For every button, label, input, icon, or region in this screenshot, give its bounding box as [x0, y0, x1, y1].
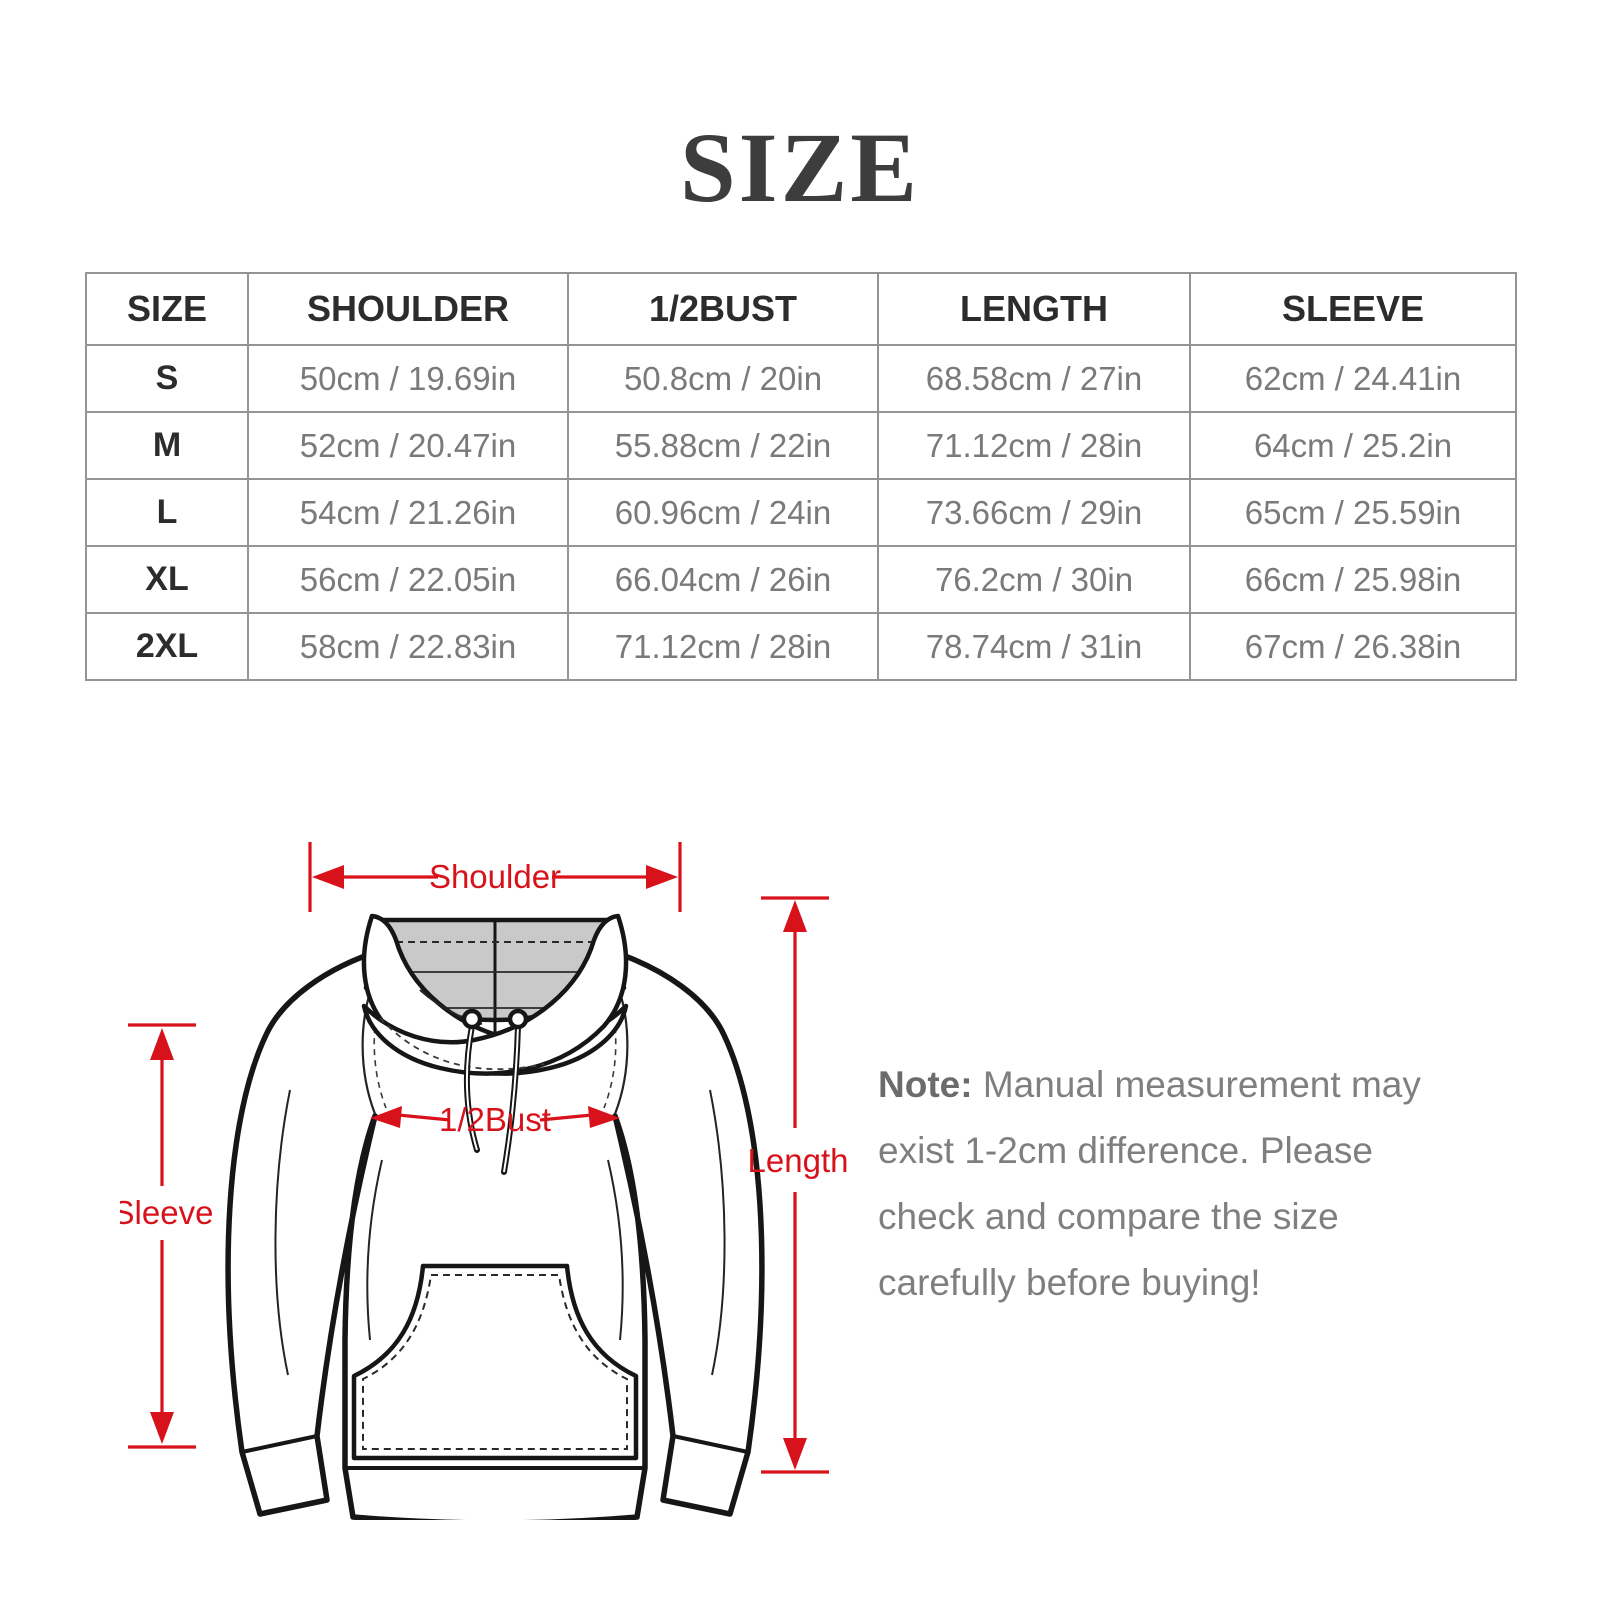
eyelet-right: [510, 1011, 526, 1027]
eyelet-left: [464, 1011, 480, 1027]
bust-value: 55.88cm / 22in: [568, 412, 878, 479]
shoulder-value: 54cm / 21.26in: [248, 479, 568, 546]
sleeve-value: 64cm / 25.2in: [1190, 412, 1516, 479]
length-value: 76.2cm / 30in: [878, 546, 1190, 613]
table-header-row: [86, 273, 1516, 345]
size-value: XL: [86, 546, 248, 613]
sleeve-arrow-label: Sleeve: [120, 1194, 214, 1231]
column-header-size: SIZE: [86, 273, 248, 345]
length-arrow: [761, 898, 829, 1472]
shoulder-value: 56cm / 22.05in: [248, 546, 568, 613]
size-value: L: [86, 479, 248, 546]
sleeve-value: 67cm / 26.38in: [1190, 613, 1516, 680]
column-header-length: LENGTH: [878, 273, 1190, 345]
bust-value: 66.04cm / 26in: [568, 546, 878, 613]
size-value: 2XL: [86, 613, 248, 680]
length-arrow-label: Length: [747, 1142, 849, 1179]
table-row: [86, 345, 1516, 412]
length-value: 73.66cm / 29in: [878, 479, 1190, 546]
shoulder-value: 50cm / 19.69in: [248, 345, 568, 412]
measurement-diagram: [120, 820, 880, 1520]
shoulder-value: 58cm / 22.83in: [248, 613, 568, 680]
column-header-shoulder: SHOULDER: [248, 273, 568, 345]
length-value: 71.12cm / 28in: [878, 412, 1190, 479]
sleeve-value: 62cm / 24.41in: [1190, 345, 1516, 412]
sleeve-arrow: [128, 1025, 196, 1447]
table-row: [86, 546, 1516, 613]
column-header-sleeve: SLEEVE: [1190, 273, 1516, 345]
column-header-bust: 1/2BUST: [568, 273, 878, 345]
sleeve-value: 66cm / 25.98in: [1190, 546, 1516, 613]
size-value: S: [86, 345, 248, 412]
bust-value: 71.12cm / 28in: [568, 613, 878, 680]
size-table: [85, 272, 1517, 681]
table-row: [86, 479, 1516, 546]
shoulder-arrow-label: Shoulder: [428, 858, 562, 895]
hoodie-diagram-svg: [120, 820, 880, 1520]
note-text: [878, 1052, 1470, 1316]
size-value: M: [86, 412, 248, 479]
note-label: Note:: [878, 1064, 973, 1105]
table-row: [86, 412, 1516, 479]
length-value: 68.58cm / 27in: [878, 345, 1190, 412]
page-title: SIZE: [680, 112, 920, 223]
bust-value: 50.8cm / 20in: [568, 345, 878, 412]
note-body: Manual measurement may exist 1-2cm difference. Please check and compare the size carefully before buying!: [878, 1064, 1421, 1303]
table-row: [86, 613, 1516, 680]
bust-value: 60.96cm / 24in: [568, 479, 878, 546]
length-value: 78.74cm / 31in: [878, 613, 1190, 680]
sleeve-value: 65cm / 25.59in: [1190, 479, 1516, 546]
bust-arrow-label: 1/2Bust: [439, 1101, 551, 1138]
shoulder-value: 52cm / 20.47in: [248, 412, 568, 479]
